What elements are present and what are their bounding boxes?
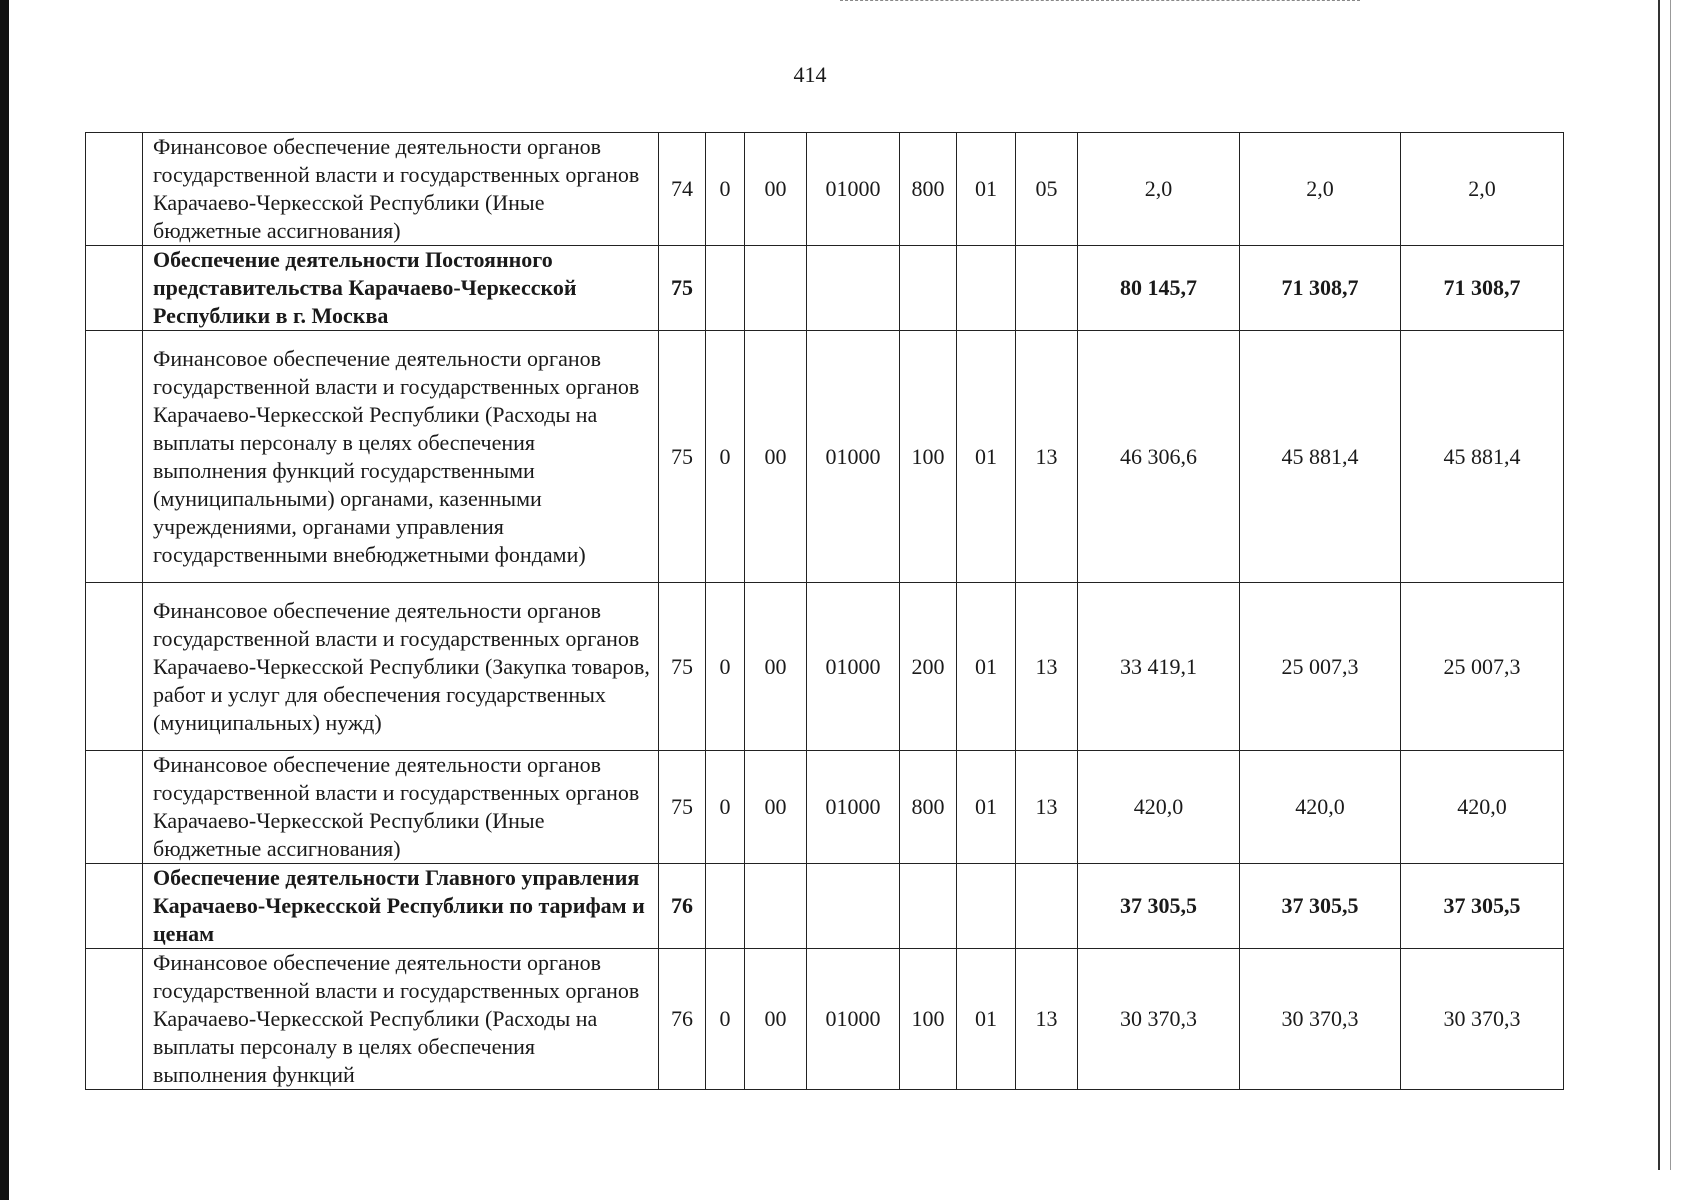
code-cell-c7: 13 bbox=[1016, 949, 1078, 1090]
description-cell: Финансовое обеспечение деятельности органов государственной власти и государственных органов Карачаево-Черкесской Республики (Иные бюджетные ассигнования) bbox=[143, 133, 659, 246]
code-cell-c4: 01000 bbox=[807, 331, 900, 583]
amount-cell-v3: 25 007,3 bbox=[1401, 583, 1564, 751]
table-row bbox=[86, 583, 1564, 751]
code-cell-c4: 01000 bbox=[807, 949, 900, 1090]
code-cell-c4 bbox=[807, 246, 900, 331]
code-cell-c4: 01000 bbox=[807, 133, 900, 246]
row-number-cell bbox=[86, 246, 143, 331]
amount-cell-v2: 37 305,5 bbox=[1240, 864, 1401, 949]
code-cell-c5: 100 bbox=[900, 949, 957, 1090]
row-number-cell bbox=[86, 949, 143, 1090]
code-cell-c1: 76 bbox=[659, 864, 706, 949]
row-number-cell bbox=[86, 583, 143, 751]
amount-cell-v1: 33 419,1 bbox=[1078, 583, 1240, 751]
code-cell-c6: 01 bbox=[957, 751, 1016, 864]
code-cell-c1: 75 bbox=[659, 331, 706, 583]
code-cell-c3: 00 bbox=[745, 133, 807, 246]
table-row bbox=[86, 133, 1564, 246]
code-cell-c5 bbox=[900, 864, 957, 949]
amount-cell-v1: 2,0 bbox=[1078, 133, 1240, 246]
scan-right-edge-faint bbox=[1670, 0, 1671, 1170]
budget-table bbox=[85, 132, 1564, 1090]
amount-cell-v2: 2,0 bbox=[1240, 133, 1401, 246]
code-cell-c7: 13 bbox=[1016, 583, 1078, 751]
code-cell-c6: 01 bbox=[957, 583, 1016, 751]
code-cell-c2: 0 bbox=[706, 133, 745, 246]
description-cell: Обеспечение деятельности Постоянного представительства Карачаево-Черкесской Республики в г. Москва bbox=[143, 246, 659, 331]
code-cell-c4 bbox=[807, 864, 900, 949]
amount-cell-v3: 37 305,5 bbox=[1401, 864, 1564, 949]
code-cell-c2: 0 bbox=[706, 583, 745, 751]
amount-cell-v3: 2,0 bbox=[1401, 133, 1564, 246]
amount-cell-v2: 30 370,3 bbox=[1240, 949, 1401, 1090]
code-cell-c5 bbox=[900, 246, 957, 331]
code-cell-c1: 75 bbox=[659, 583, 706, 751]
amount-cell-v3: 45 881,4 bbox=[1401, 331, 1564, 583]
description-cell: Финансовое обеспечение деятельности органов государственной власти и государственных органов Карачаево-Черкесской Республики (Закупка товаров, работ и услуг для обеспечения государственных (муниципальных) нужд) bbox=[143, 583, 659, 751]
code-cell-c6: 01 bbox=[957, 331, 1016, 583]
code-cell-c6 bbox=[957, 864, 1016, 949]
description-cell: Финансовое обеспечение деятельности органов государственной власти и государственных органов Карачаево-Черкесской Республики (Расходы на выплаты персоналу в целях обеспечения выполнения функций государственными (муниципальными) органами, казенными учреждениями, органами управления государственными внебюджетными фондами) bbox=[143, 331, 659, 583]
amount-cell-v3: 71 308,7 bbox=[1401, 246, 1564, 331]
code-cell-c5: 800 bbox=[900, 751, 957, 864]
amount-cell-v3: 420,0 bbox=[1401, 751, 1564, 864]
code-cell-c7 bbox=[1016, 246, 1078, 331]
amount-cell-v2: 25 007,3 bbox=[1240, 583, 1401, 751]
code-cell-c7: 05 bbox=[1016, 133, 1078, 246]
code-cell-c5: 100 bbox=[900, 331, 957, 583]
amount-cell-v2: 71 308,7 bbox=[1240, 246, 1401, 331]
code-cell-c1: 74 bbox=[659, 133, 706, 246]
code-cell-c2 bbox=[706, 864, 745, 949]
code-cell-c7: 13 bbox=[1016, 331, 1078, 583]
code-cell-c3 bbox=[745, 864, 807, 949]
code-cell-c6: 01 bbox=[957, 949, 1016, 1090]
row-number-cell bbox=[86, 133, 143, 246]
page-number: 414 bbox=[793, 62, 827, 87]
amount-cell-v1: 420,0 bbox=[1078, 751, 1240, 864]
code-cell-c1: 76 bbox=[659, 949, 706, 1090]
amount-cell-v2: 420,0 bbox=[1240, 751, 1401, 864]
description-cell: Финансовое обеспечение деятельности органов государственной власти и государственных органов Карачаево-Черкесской Республики (Расходы на выплаты персоналу в целях обеспечения выполнения функций bbox=[143, 949, 659, 1090]
table-row bbox=[86, 331, 1564, 583]
amount-cell-v1: 80 145,7 bbox=[1078, 246, 1240, 331]
code-cell-c7: 13 bbox=[1016, 751, 1078, 864]
code-cell-c2 bbox=[706, 246, 745, 331]
amount-cell-v1: 30 370,3 bbox=[1078, 949, 1240, 1090]
code-cell-c1: 75 bbox=[659, 246, 706, 331]
code-cell-c3: 00 bbox=[745, 751, 807, 864]
description-cell: Обеспечение деятельности Главного управления Карачаево-Черкесской Республики по тарифам и ценам bbox=[143, 864, 659, 949]
code-cell-c4: 01000 bbox=[807, 751, 900, 864]
table-row bbox=[86, 246, 1564, 331]
code-cell-c6: 01 bbox=[957, 133, 1016, 246]
amount-cell-v1: 46 306,6 bbox=[1078, 331, 1240, 583]
amount-cell-v3: 30 370,3 bbox=[1401, 949, 1564, 1090]
row-number-cell bbox=[86, 751, 143, 864]
amount-cell-v2: 45 881,4 bbox=[1240, 331, 1401, 583]
code-cell-c3: 00 bbox=[745, 949, 807, 1090]
scan-right-edge bbox=[1658, 0, 1660, 1170]
code-cell-c5: 200 bbox=[900, 583, 957, 751]
amount-cell-v1: 37 305,5 bbox=[1078, 864, 1240, 949]
code-cell-c4: 01000 bbox=[807, 583, 900, 751]
code-cell-c5: 800 bbox=[900, 133, 957, 246]
table-row bbox=[86, 949, 1564, 1090]
row-number-cell bbox=[86, 864, 143, 949]
description-cell: Финансовое обеспечение деятельности органов государственной власти и государственных органов Карачаево-Черкесской Республики (Иные бюджетные ассигнования) bbox=[143, 751, 659, 864]
code-cell-c2: 0 bbox=[706, 751, 745, 864]
table-row bbox=[86, 864, 1564, 949]
code-cell-c2: 0 bbox=[706, 949, 745, 1090]
row-number-cell bbox=[86, 331, 143, 583]
code-cell-c6 bbox=[957, 246, 1016, 331]
scan-left-edge bbox=[0, 0, 9, 1200]
code-cell-c3: 00 bbox=[745, 331, 807, 583]
code-cell-c7 bbox=[1016, 864, 1078, 949]
code-cell-c3: 00 bbox=[745, 583, 807, 751]
code-cell-c3 bbox=[745, 246, 807, 331]
table-row bbox=[86, 751, 1564, 864]
scan-top-artifact bbox=[840, 0, 1360, 2]
code-cell-c1: 75 bbox=[659, 751, 706, 864]
code-cell-c2: 0 bbox=[706, 331, 745, 583]
